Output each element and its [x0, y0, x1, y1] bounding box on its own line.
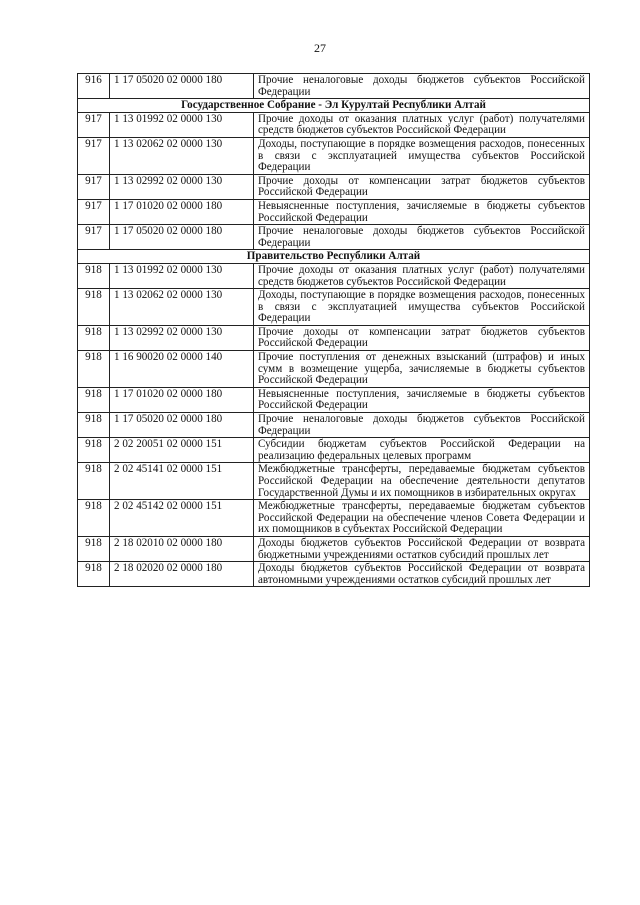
administrator-code-cell: 918: [78, 463, 110, 500]
administrator-code-cell: 917: [78, 199, 110, 224]
table-row: [78, 289, 590, 326]
revenue-name-cell: Прочие неналоговые доходы бюджетов субъектов Российской Федерации: [254, 225, 590, 250]
revenue-code-cell: 1 17 01020 02 0000 180: [110, 199, 254, 224]
revenue-codes-table: [77, 73, 590, 587]
table-row: [78, 74, 590, 99]
table-body: [78, 74, 590, 587]
administrator-code-cell: 918: [78, 438, 110, 463]
revenue-name-cell: Прочие неналоговые доходы бюджетов субъектов Российской Федерации: [254, 74, 590, 99]
revenue-name-cell: Прочие доходы от оказания платных услуг (работ) получателями средств бюджетов субъектов Российской Федерации: [254, 263, 590, 288]
revenue-name-cell: Межбюджетные трансферты, передаваемые бюджетам субъектов Российской Федерации на обеспечение членов Совета Федерации и их помощников в субъектах Российской Федерации: [254, 500, 590, 537]
table-row: [78, 174, 590, 199]
revenue-code-cell: 2 02 20051 02 0000 151: [110, 438, 254, 463]
revenue-code-cell: 1 16 90020 02 0000 140: [110, 351, 254, 388]
administrator-code-cell: 917: [78, 137, 110, 174]
revenue-name-cell: Невыясненные поступления, зачисляемые в бюджеты субъектов Российской Федерации: [254, 387, 590, 412]
administrator-code-cell: 918: [78, 536, 110, 561]
revenue-code-cell: 1 17 05020 02 0000 180: [110, 413, 254, 438]
revenue-name-cell: Доходы бюджетов субъектов Российской Федерации от возврата бюджетными учреждениями остатков субсидий прошлых лет: [254, 536, 590, 561]
administrator-code-cell: 918: [78, 325, 110, 350]
table-row: [78, 351, 590, 388]
revenue-code-cell: 2 02 45142 02 0000 151: [110, 500, 254, 537]
administrator-code-cell: 917: [78, 112, 110, 137]
revenue-name-cell: Невыясненные поступления, зачисляемые в бюджеты субъектов Российской Федерации: [254, 199, 590, 224]
revenue-code-cell: 1 13 02062 02 0000 130: [110, 137, 254, 174]
table-row: [78, 463, 590, 500]
revenue-code-cell: 1 13 02062 02 0000 130: [110, 289, 254, 326]
section-header-row: [78, 99, 590, 113]
administrator-code-cell: 918: [78, 263, 110, 288]
revenue-name-cell: Доходы, поступающие в порядке возмещения расходов, понесенных в связи с эксплуатацией имущества субъектов Российской Федерации: [254, 289, 590, 326]
revenue-name-cell: Доходы, поступающие в порядке возмещения расходов, понесенных в связи с эксплуатацией имущества субъектов Российской Федерации: [254, 137, 590, 174]
revenue-name-cell: Прочие неналоговые доходы бюджетов субъектов Российской Федерации: [254, 413, 590, 438]
administrator-code-cell: 918: [78, 562, 110, 587]
revenue-code-cell: 2 02 45141 02 0000 151: [110, 463, 254, 500]
page-number: 27: [314, 41, 326, 55]
administrator-code-cell: 918: [78, 413, 110, 438]
table-row: [78, 413, 590, 438]
revenue-code-cell: 1 17 05020 02 0000 180: [110, 74, 254, 99]
revenue-name-cell: Доходы бюджетов субъектов Российской Федерации от возврата автономными учреждениями остатков субсидий прошлых лет: [254, 562, 590, 587]
administrator-code-cell: 917: [78, 174, 110, 199]
administrator-code-cell: 918: [78, 387, 110, 412]
administrator-code-cell: 917: [78, 225, 110, 250]
administrator-code-cell: 918: [78, 289, 110, 326]
table-row: [78, 325, 590, 350]
table-row: [78, 112, 590, 137]
revenue-code-cell: 1 13 02992 02 0000 130: [110, 174, 254, 199]
revenue-code-cell: 2 18 02010 02 0000 180: [110, 536, 254, 561]
revenue-code-cell: 1 13 01992 02 0000 130: [110, 112, 254, 137]
table-row: [78, 536, 590, 561]
revenue-code-cell: 1 13 01992 02 0000 130: [110, 263, 254, 288]
revenue-code-cell: 1 17 05020 02 0000 180: [110, 225, 254, 250]
table-row: [78, 387, 590, 412]
table-row: [78, 263, 590, 288]
revenue-name-cell: Прочие доходы от компенсации затрат бюджетов субъектов Российской Федерации: [254, 325, 590, 350]
revenue-name-cell: Прочие доходы от компенсации затрат бюджетов субъектов Российской Федерации: [254, 174, 590, 199]
section-title: Государственное Собрание - Эл Курултай Республики Алтай: [78, 99, 590, 113]
revenue-name-cell: Прочие поступления от денежных взысканий (штрафов) и иных сумм в возмещение ущерба, зачисляемые в бюджеты субъектов Российской Федерации: [254, 351, 590, 388]
revenue-name-cell: Прочие доходы от оказания платных услуг (работ) получателями средств бюджетов субъектов Российской Федерации: [254, 112, 590, 137]
administrator-code-cell: 918: [78, 500, 110, 537]
table-row: [78, 562, 590, 587]
section-header-row: [78, 250, 590, 264]
revenue-name-cell: Субсидии бюджетам субъектов Российской Федерации на реализацию федеральных целевых программ: [254, 438, 590, 463]
administrator-code-cell: 916: [78, 74, 110, 99]
table-row: [78, 137, 590, 174]
table-row: [78, 438, 590, 463]
revenue-code-cell: 1 17 01020 02 0000 180: [110, 387, 254, 412]
table-row: [78, 225, 590, 250]
section-title: Правительство Республики Алтай: [78, 250, 590, 264]
revenue-code-cell: 2 18 02020 02 0000 180: [110, 562, 254, 587]
revenue-code-cell: 1 13 02992 02 0000 130: [110, 325, 254, 350]
table-row: [78, 500, 590, 537]
administrator-code-cell: 918: [78, 351, 110, 388]
revenue-name-cell: Межбюджетные трансферты, передаваемые бюджетам субъектов Российской Федерации на обеспечение деятельности депутатов Государственной Думы и их помощников в избирательных округах: [254, 463, 590, 500]
table-row: [78, 199, 590, 224]
